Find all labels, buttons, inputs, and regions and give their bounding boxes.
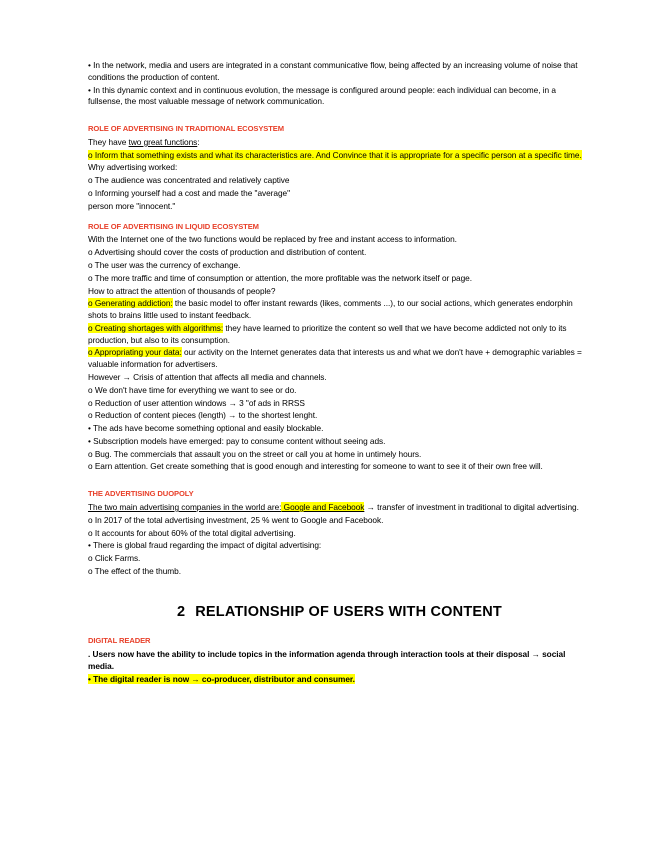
liquid-line-2: o Advertising should cover the costs of production and distribution of content.: [88, 247, 367, 258]
liquid-item-data-text: our activity on the Internet generates data that interests us and what we don't have + demographic variables = valuable information for advertisers.: [88, 347, 582, 370]
liquid-after-3: o Reduction of user attention windows → 3 "of ads in RRSS: [88, 397, 305, 408]
highlight-generating-addiction: o Generating addiction:: [88, 298, 173, 309]
liquid-line-3: o The user was the currency of exchange.: [88, 259, 241, 270]
intro-block: [88, 60, 591, 108]
liquid-item-addiction: [88, 298, 591, 322]
intro-bullet-1: • In the network, media and users are integrated in a constant communicative flow, being affected by an increasing volume of noise that conditions the production of content.: [88, 60, 578, 82]
section-traditional-ecosystem: [88, 124, 591, 212]
liquid-item-addiction-text: the basic model to offer instant rewards (likes, comments ...), to our social actions, which generates endorphin shots to brains little used to instant feedback.: [88, 298, 573, 321]
duopoly-lead: [88, 502, 591, 514]
traditional-lead: [88, 137, 591, 149]
digital-reader-line-1: . Users now have the ability to include topics in the information agenda through interaction tools at their disposal → social media.: [88, 649, 566, 671]
traditional-lead-underlined: two great functions: [128, 136, 198, 147]
liquid-after-8: o Earn attention. Get create something that is good enough and interesting for someone to want to see it of their own free will.: [88, 461, 543, 472]
digital-reader-line-2: [88, 674, 591, 686]
duopoly-line-3: • There is global fraud regarding the impact of digital advertising:: [88, 540, 322, 551]
highlight-creating-shortages: o Creating shortages with algorithms:: [88, 322, 224, 333]
traditional-line-2: o The audience was concentrated and relatively captive: [88, 175, 290, 186]
section-heading-liquid: ROLE OF ADVERTISING IN LIQUID ECOSYSTEM: [88, 221, 259, 231]
section-digital-reader: [88, 636, 591, 685]
section-heading-digital-reader: DIGITAL READER: [88, 636, 151, 646]
liquid-line-1: With the Internet one of the two functions would be replaced by free and instant access to information.: [88, 234, 457, 245]
duopoly-line-1: o In 2017 of the total advertising investment, 25 % went to Google and Facebook.: [88, 514, 384, 525]
duopoly-lead-tail: → transfer of investment in traditional to digital advertising.: [364, 502, 579, 512]
traditional-highlighted: [88, 150, 591, 162]
liquid-item-shortages: [88, 323, 591, 347]
traditional-line-3: o Informing yourself had a cost and made the "average": [88, 188, 290, 199]
highlight-google-facebook: Google and Facebook: [281, 502, 365, 512]
duopoly-lead-underlined: The two main advertising companies in the world are:: [88, 502, 282, 512]
section-heading-traditional: ROLE OF ADVERTISING IN TRADITIONAL ECOSYSTEM: [88, 124, 285, 134]
section-liquid-ecosystem: [88, 222, 591, 474]
liquid-after-2: o We don't have time for everything we want to see or do.: [88, 384, 297, 395]
chapter-number: 2: [176, 603, 186, 620]
highlight-inform-convince: o Inform that something exists and what its characteristics are. And Convince that it is appropriate for a specific person at a specific time.: [88, 149, 582, 160]
liquid-after-6: • Subscription models have emerged: pay to consume content without seeing ads.: [88, 435, 386, 446]
highlight-digital-reader: • The digital reader is now → co-producer, distributor and consumer.: [88, 673, 355, 684]
liquid-item-data: [88, 347, 591, 371]
duopoly-line-2: o It accounts for about 60% of the total digital advertising.: [88, 527, 296, 538]
traditional-line-4: person more "innocent.": [88, 200, 176, 211]
traditional-line-1: Why advertising worked:: [88, 162, 178, 173]
duopoly-line-5: o The effect of the thumb.: [88, 565, 181, 576]
section-advertising-duopoly: [88, 489, 591, 577]
highlight-appropriating-data: o Appropriating your data:: [88, 347, 182, 358]
chapter-title-text: RELATIONSHIP OF USERS WITH CONTENT: [195, 603, 502, 620]
liquid-after-7: o Bug. The commercials that assault you on the street or call you at home in untimely hours.: [88, 448, 422, 459]
liquid-after-5: • The ads have become something optional and easily blockable.: [88, 423, 324, 434]
traditional-lead-tail: :: [197, 136, 200, 147]
section-heading-duopoly: THE ADVERTISING DUOPOLY: [88, 489, 194, 499]
liquid-line-4: o The more traffic and time of consumption or attention, the more profitable was the network itself or page.: [88, 272, 472, 283]
chapter-title: [88, 602, 591, 623]
intro-bullet-2: • In this dynamic context and in continuous evolution, the message is configured around people: each individual can become, in a fullsense, the most valuable message of network communication.: [88, 84, 556, 107]
liquid-line-5: How to attract the attention of thousands of people?: [88, 285, 276, 296]
duopoly-line-4: o Click Farms.: [88, 553, 141, 564]
liquid-item-shortages-text: they have learned to prioritize the content so well that we have become addicted not only to its production, but also to its consumption.: [88, 322, 567, 345]
traditional-lead-plain: They have: [88, 136, 129, 147]
liquid-after-4: o Reduction of content pieces (length) → to the shortest lenght.: [88, 410, 318, 421]
liquid-after-1: However → Crisis of attention that affects all media and channels.: [88, 371, 327, 382]
